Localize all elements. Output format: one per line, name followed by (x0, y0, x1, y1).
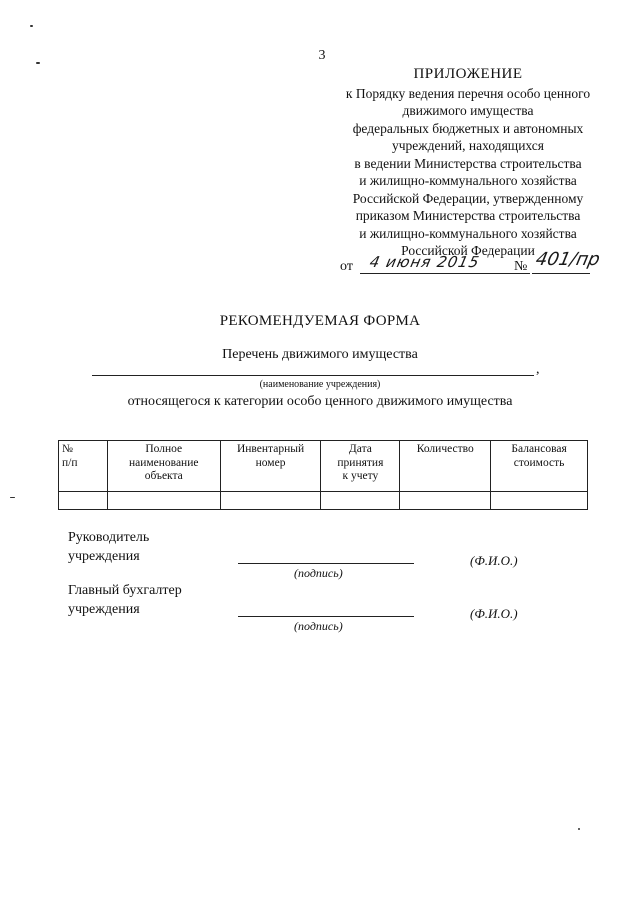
date-underline (360, 273, 530, 274)
appendix-line: и жилищно-коммунального хозяйства (359, 173, 577, 188)
scan-speck (578, 828, 580, 830)
signature-caption: (подпись) (294, 566, 343, 580)
signature-line (238, 616, 414, 617)
appendix-block (318, 66, 618, 260)
table-cell (59, 492, 108, 510)
table-cell (321, 492, 400, 510)
list-title: Перечень движимого имущества (222, 347, 418, 362)
scan-speck (10, 497, 15, 498)
property-table (58, 440, 588, 510)
table-cell (491, 492, 588, 510)
appendix-line: учреждений, находящихся (392, 138, 544, 153)
header-full-name: Полное наименование объекта (107, 441, 220, 492)
handwritten-date: 4 июня 2015 (368, 253, 482, 271)
name-caption: (Ф.И.О.) (470, 606, 518, 621)
appendix-heading: ПРИЛОЖЕНИЕ (413, 66, 523, 82)
header-book-value: Балансовая стоимость (491, 441, 588, 492)
category-text: относящегося к категории особо ценного движимого имущества (127, 394, 513, 409)
header-quantity: Количество (400, 441, 491, 492)
appendix-line: Российской Федерации, утвержденному (352, 190, 584, 206)
appendix-line: в ведении Министерства строительства (354, 155, 582, 171)
appendix-line: Российской Федерации (401, 243, 535, 258)
institution-name-line (92, 375, 534, 376)
table-cell (220, 492, 321, 510)
name-caption: (Ф.И.О.) (470, 553, 518, 568)
number-underline (532, 273, 590, 274)
from-label: от (340, 259, 353, 274)
institution-name-caption: (наименование учреждения) (259, 379, 381, 390)
table-cell (107, 492, 220, 510)
handwritten-number: 401/пр (533, 249, 602, 270)
appendix-line: и жилищно-коммунального хозяйства (359, 225, 577, 241)
appendix-line: к Порядку ведения перечня особо ценного (345, 85, 591, 101)
header-acceptance-date: Дата принятия к учету (321, 441, 400, 492)
table-cell (400, 492, 491, 510)
number-label: № (514, 259, 528, 274)
appendix-line: приказом Министерства строительства (355, 208, 581, 223)
header-number: № п/п (59, 441, 108, 492)
name-comma: , (536, 362, 540, 377)
table-row (59, 492, 588, 510)
form-title: РЕКОМЕНДУЕМАЯ ФОРМА (219, 313, 421, 329)
page-number: 3 (318, 48, 326, 63)
appendix-line: федеральных бюджетных и автономных (352, 120, 584, 136)
appendix-line: движимого имущества (402, 103, 534, 118)
signature-caption: (подпись) (294, 619, 343, 633)
table-header-row (59, 441, 588, 492)
scan-speck (36, 62, 40, 64)
signature-role: Руководитель учреждения (68, 530, 150, 564)
signature-line (238, 563, 414, 564)
header-inventory-number: Инвентарный номер (220, 441, 321, 492)
signature-role: Главный бухгалтер учреждения (68, 583, 182, 617)
scan-speck (30, 25, 33, 27)
